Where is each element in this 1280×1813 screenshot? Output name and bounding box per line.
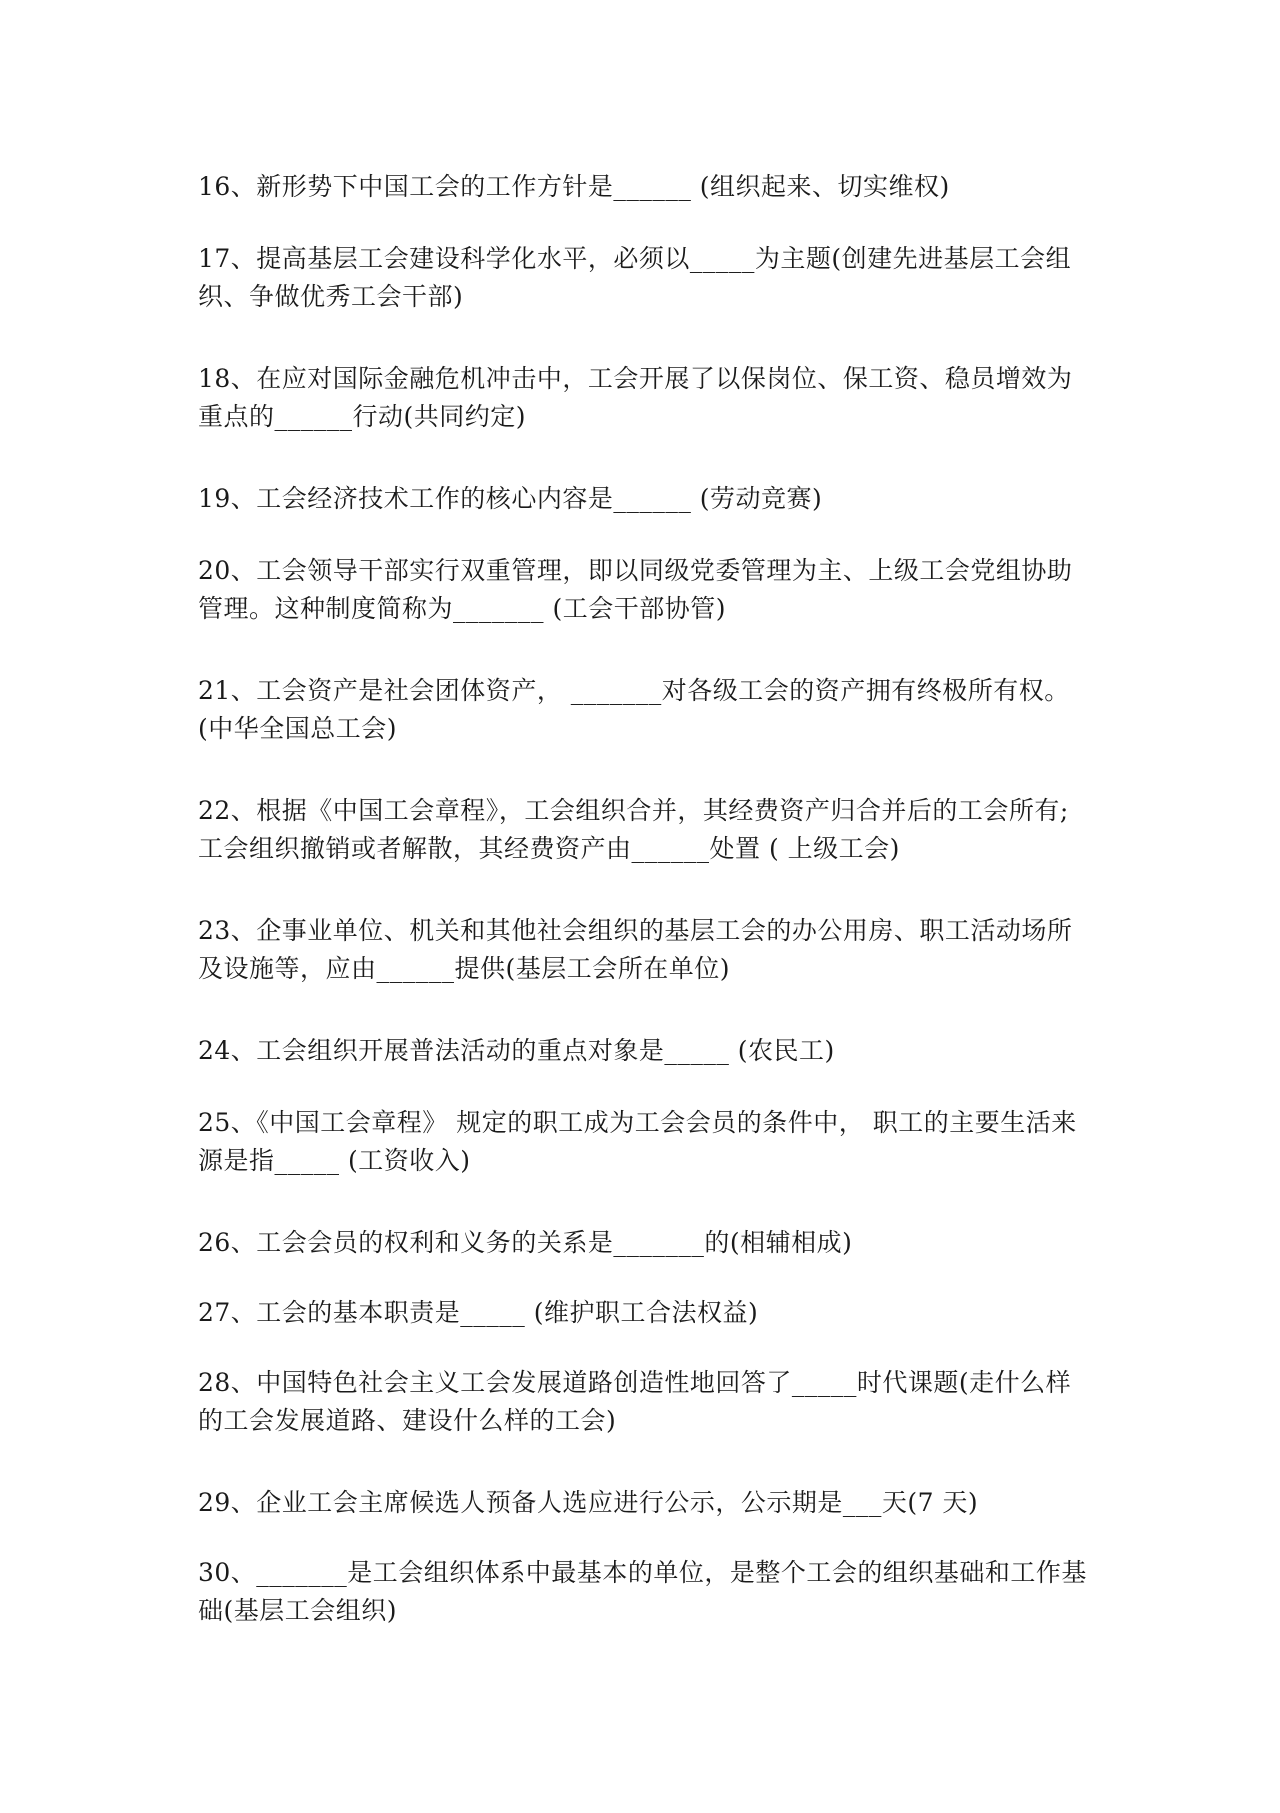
question-21: 21、工会资产是社会团体资产， _______对各级工会的资产拥有终极所有权。 (中华全国总工会)	[198, 676, 1070, 743]
question-27: 27、工会的基本职责是_____ (维护职工合法权益)	[198, 1298, 759, 1327]
question-26: 26、工会会员的权利和义务的关系是_______的(相辅相成)	[198, 1228, 853, 1257]
question-25: 25、《中国工会章程》 规定的职工成为工会会员的条件中， 职工的主要生活来源是指_____ (工资收入)	[198, 1108, 1077, 1175]
question-19: 19、工会经济技术工作的核心内容是______ (劳动竞赛)	[198, 484, 823, 513]
question-18: 18、在应对国际金融危机冲击中，工会开展了以保岗位、保工资、稳员增效为重点的______行动(共同约定)	[198, 364, 1073, 431]
question-20: 20、工会领导干部实行双重管理，即以同级党委管理为主、上级工会党组协助管理。这种制度简称为_______ (工会干部协管)	[198, 556, 1073, 623]
question-16: 16、新形势下中国工会的工作方针是______ (组织起来、切实维权)	[198, 172, 950, 201]
question-22: 22、根据《中国工会章程》，工会组织合并，其经费资产归合并后的工会所有;工会组织撤销或者解散，其经费资产由______处置 ( 上级工会)	[198, 796, 1069, 863]
question-29: 29、企业工会主席候选人预备人选应进行公示，公示期是___天(7 天)	[198, 1488, 979, 1517]
question-17: 17、提高基层工会建设科学化水平，必须以_____为主题(创建先进基层工会组织、争做优秀工会干部)	[198, 244, 1072, 311]
question-28: 28、中国特色社会主义工会发展道路创造性地回答了_____时代课题(走什么样的工会发展道路、建设什么样的工会)	[198, 1368, 1072, 1435]
question-24: 24、工会组织开展普法活动的重点对象是_____ (农民工)	[198, 1036, 835, 1065]
question-23: 23、企事业单位、机关和其他社会组织的基层工会的办公用房、职工活动场所及设施等，应由______提供(基层工会所在单位)	[198, 916, 1073, 983]
question-30: 30、_______是工会组织体系中最基本的单位，是整个工会的组织基础和工作基础(基层工会组织)	[198, 1558, 1087, 1625]
